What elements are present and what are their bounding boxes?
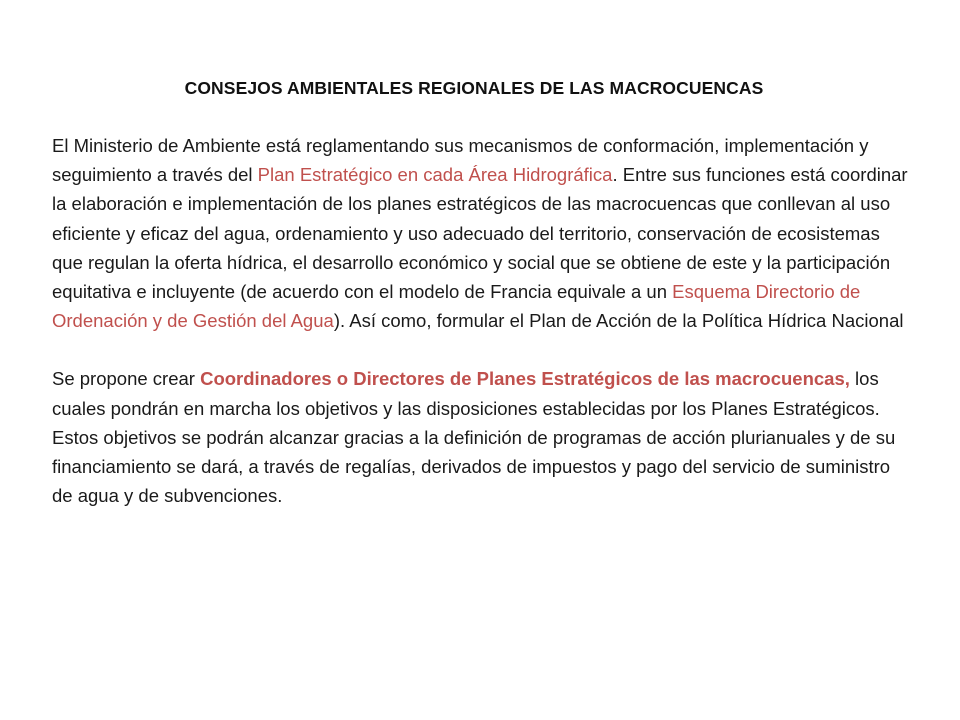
paragraph-propuesta — [52, 364, 912, 510]
coordinadores-highlight: Coordinadores o Directores de Planes Estratégicos de las macrocuencas, — [200, 368, 850, 390]
paragraph1-text-1: El Ministerio de Ambiente está reglamentando sus mecanismos de conformación, implementación y seguimiento a través del — [52, 135, 869, 186]
paragraph1-text-2: . Entre sus funciones está coordinar la elaboración e implementación de los planes estratégicos de las macrocuencas que conllevan al uso eficiente y eficaz del agua, ordenamiento y uso adecuado del territorio, conservación de ecosistemas que regulan la oferta hídrica, el desarrollo económico y social que se obtiene de este y la participación equitativa e incluyente (de acuerdo con el modelo de Francia equivale a un — [52, 164, 908, 303]
slide-body — [52, 131, 912, 510]
slide-title: CONSEJOS AMBIENTALES REGIONALES DE LAS MACROCUENCAS — [184, 78, 764, 98]
paragraph-ministerio — [52, 131, 912, 335]
paragraph1-text-3: ). Así como, formular el Plan de Acción de la Política Hídrica Nacional — [333, 310, 904, 332]
plan-estrategico-highlight: Plan Estratégico en cada Área Hidrográfica — [257, 164, 613, 186]
esquema-directorio-highlight: Esquema Directorio de Ordenación y de Gestión del Agua — [52, 281, 861, 332]
paragraph2-text-2: los cuales pondrán en marcha los objetivos y las disposiciones establecidas por los Planes Estratégicos. Estos objetivos se podrán alcanzar gracias a la definición de programas de acción plurianuales y de su financiamiento se dará, a través de regalías, derivados de impuestos y pago del servicio de suministro de agua y de subvenciones. — [52, 368, 896, 507]
paragraph2-text-1: Se propone crear — [52, 368, 201, 390]
